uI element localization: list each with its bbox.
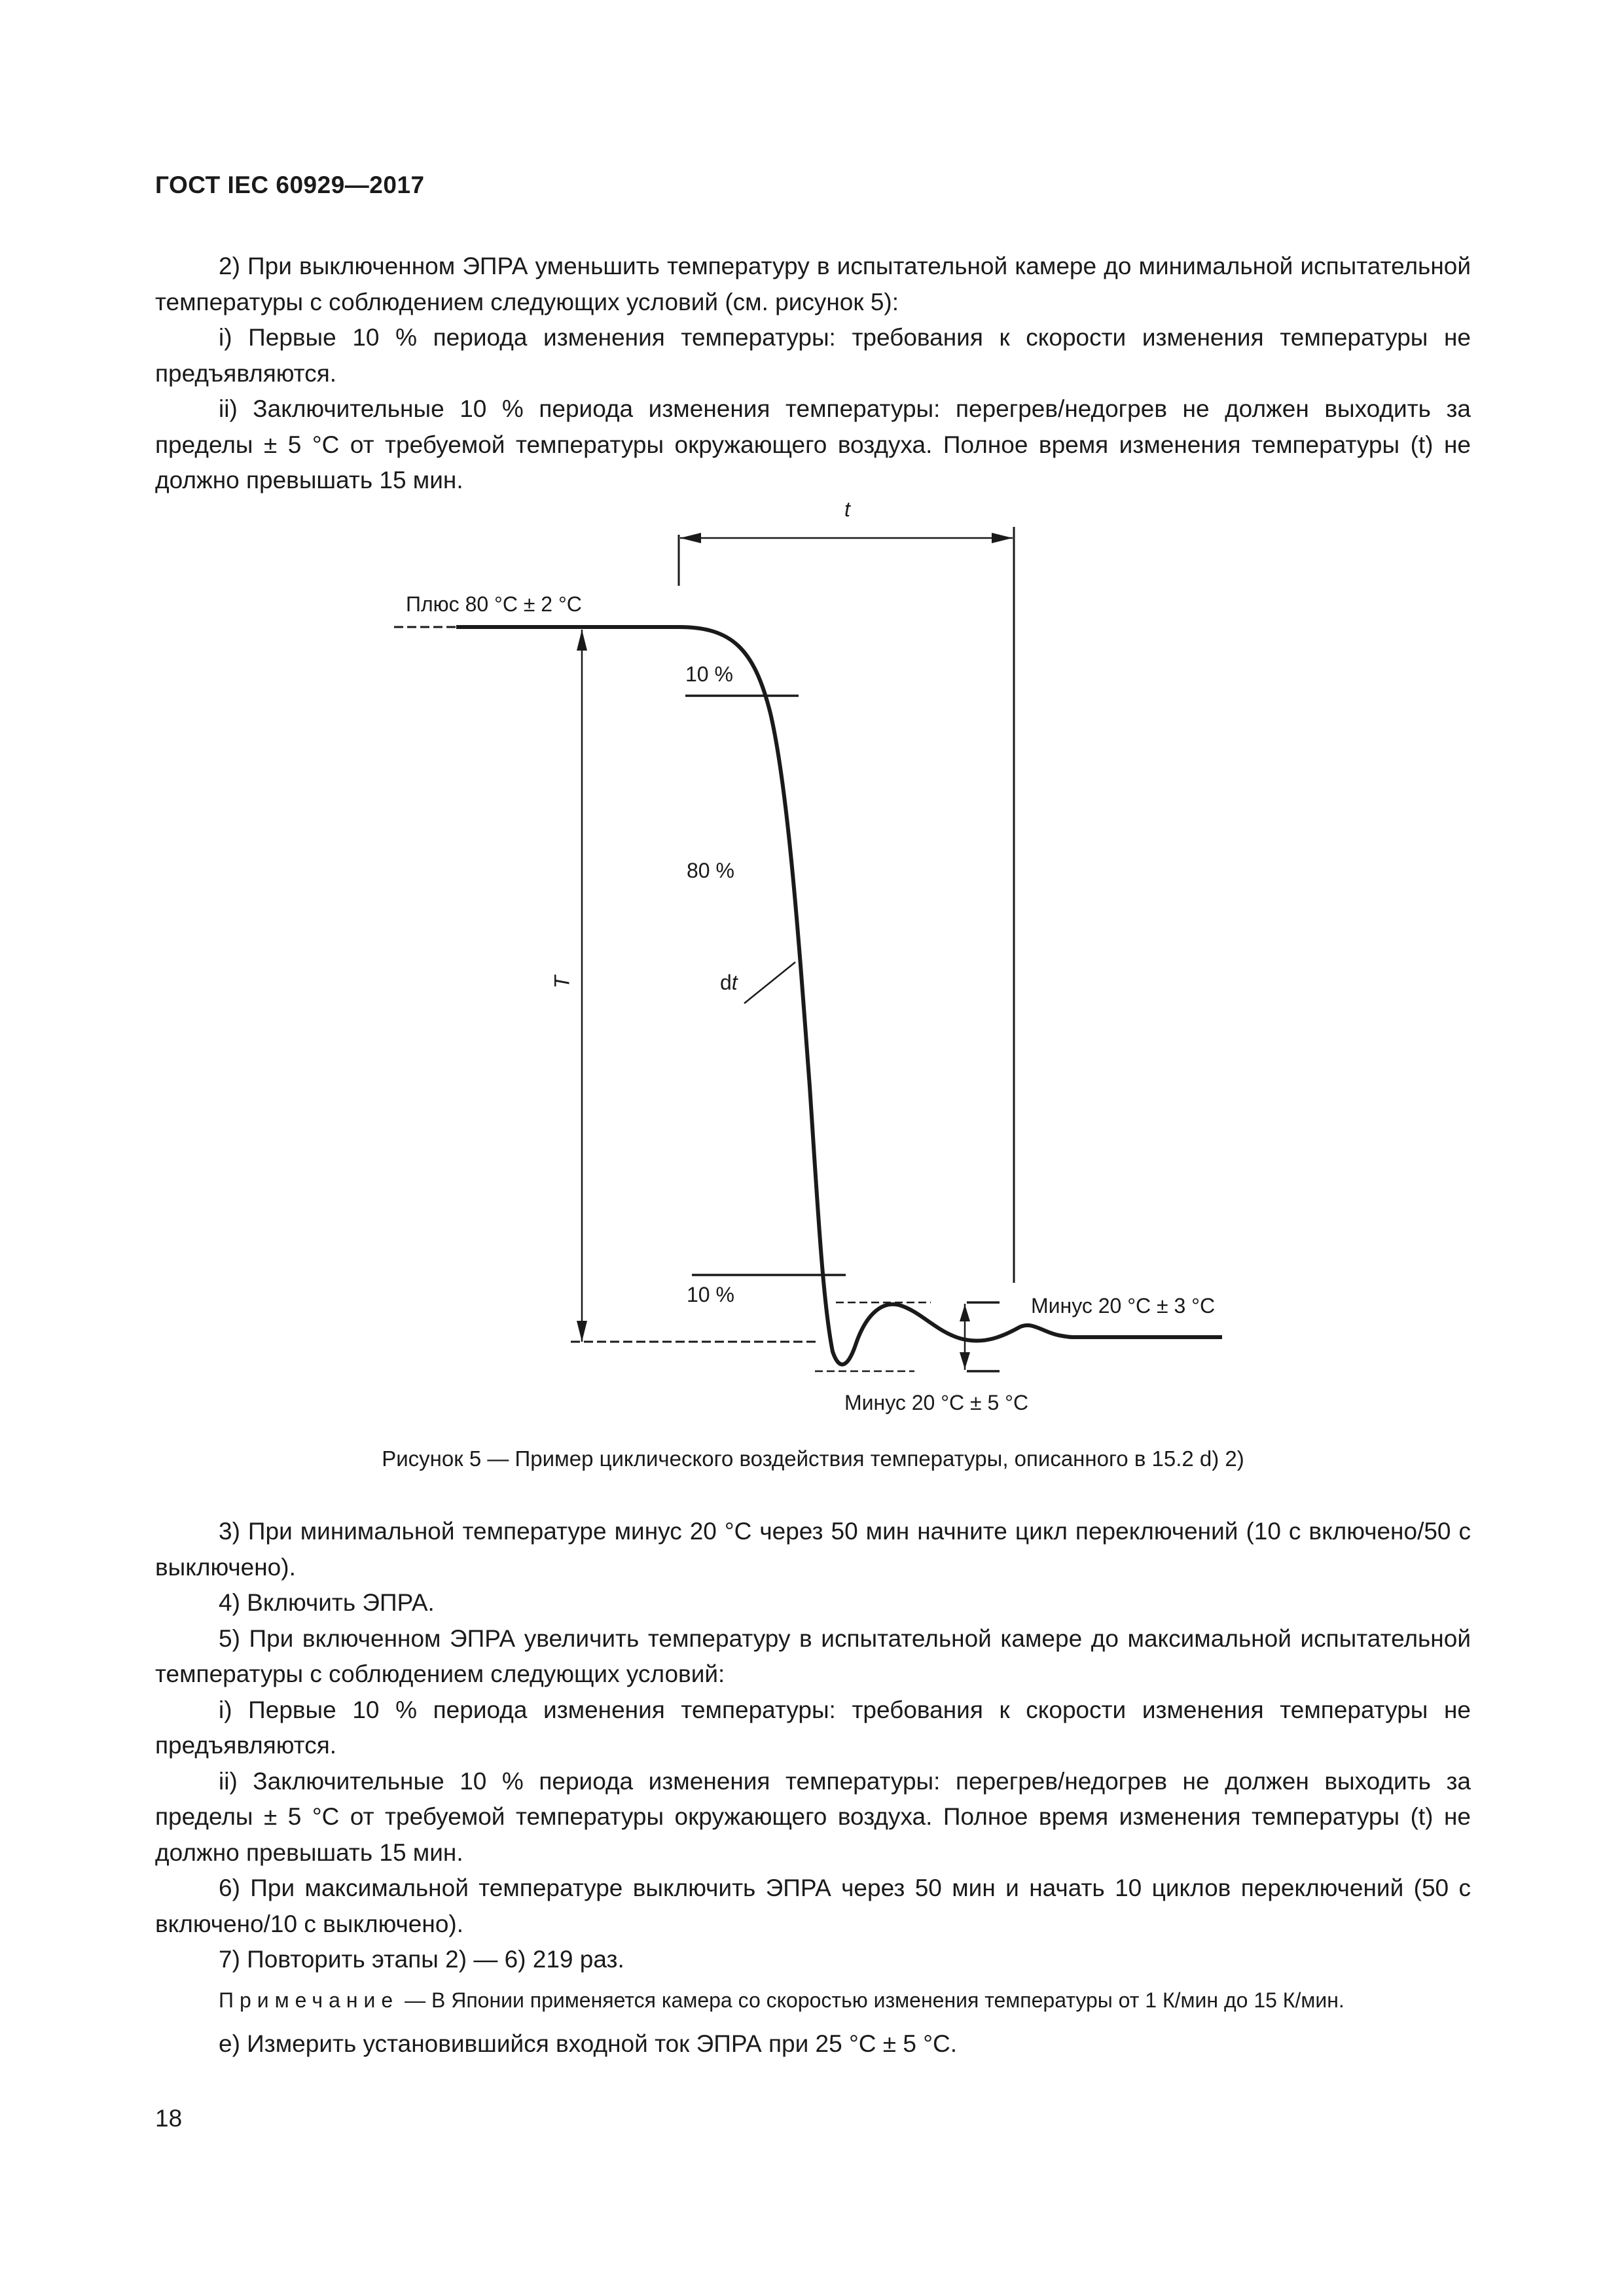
- t-arrow-left: [680, 533, 701, 543]
- minus-20-pm5-label: Минус 20 °С ± 5 °С: [844, 1391, 1029, 1414]
- eighty-percent-label: 80 %: [687, 859, 734, 882]
- tolerance-arrow-top: [960, 1304, 970, 1321]
- temperature-cycle-diagram: [155, 497, 1471, 1446]
- dt-leader-line: [744, 962, 795, 1003]
- paragraph-step-5-i: i) Первые 10 % периода изменения температуры: требования к скорости изменения температуры не предъявляются.: [155, 1696, 1471, 1759]
- paragraph-step-4: 4) Включить ЭПРА.: [219, 1589, 435, 1616]
- note-paragraph: [155, 1984, 1471, 2016]
- note-label: Примечание: [219, 1988, 399, 2012]
- T-label: T: [550, 975, 574, 989]
- t-arrow-right: [992, 533, 1013, 543]
- paragraph-step-5: 5) При включенном ЭПРА увеличить температуру в испытательной камере до максимальной испытательной температуры с соблюдением следующих условий:: [155, 1624, 1471, 1687]
- T-arrow-top: [577, 630, 587, 651]
- paragraph-step-7: 7) Повторить этапы 2) — 6) 219 раз.: [219, 1946, 624, 1973]
- note-text: — В Японии применяется камера со скоростью изменения температуры от 1 К/мин до 15 К/мин.: [399, 1988, 1344, 2012]
- ten-percent-bottom-label: 10 %: [687, 1283, 734, 1306]
- paragraph-step-e: е) Измерить установившийся входной ток ЭПРА при 25 °С ± 5 °С.: [219, 2030, 958, 2057]
- bottom-text-block: [155, 1514, 1471, 2062]
- page-number: 18: [155, 2105, 183, 2132]
- paragraph-step-6: 6) При максимальной температуре выключить ЭПРА через 50 мин и начать 10 циклов переключений (50 с включено/10 с выключено).: [155, 1874, 1471, 1937]
- paragraph-step-2-i: i) Первые 10 % периода изменения температуры: требования к скорости изменения температуры не предъявляются.: [155, 324, 1471, 387]
- dt-label: dt: [720, 971, 738, 994]
- figure-caption: Рисунок 5 — Пример циклического воздействия температуры, описанного в 15.2 d) 2): [382, 1446, 1244, 1471]
- top-text-block: [155, 249, 1471, 499]
- document-header: ГОСТ IEC 60929—2017: [155, 171, 425, 198]
- plus-80-label: Плюс 80 °С ± 2 °С: [406, 592, 582, 616]
- paragraph-step-2: 2) При выключенном ЭПРА уменьшить температуру в испытательной камере до минимальной испытательной температуры с соблюдением следующих условий (см. рисунок 5):: [155, 253, 1471, 315]
- figure-5: [155, 497, 1471, 1446]
- minus-20-pm3-label: Минус 20 °С ± 3 °С: [1031, 1294, 1216, 1318]
- paragraph-step-2-ii: ii) Заключительные 10 % периода изменения температуры: перегрев/недогрев не должен выходить за пределы ± 5 °С от требуемой температуры окружающего воздуха. Полное время изменения температуры (t) не должно превышать 15 мин.: [155, 395, 1471, 493]
- paragraph-step-5-ii: ii) Заключительные 10 % периода изменения температуры: перегрев/недогрев не должен выходить за пределы ± 5 °С от требуемой температуры окружающего воздуха. Полное время изменения температуры (t) не должно превышать 15 мин.: [155, 1767, 1471, 1866]
- T-arrow-bottom: [577, 1321, 587, 1342]
- ten-percent-top-label: 10 %: [685, 662, 733, 686]
- paragraph-step-3: 3) При минимальной температуре минус 20 °С через 50 мин начните цикл переключений (10 с включено/50 с выключено).: [155, 1518, 1471, 1581]
- tolerance-arrow-bottom: [960, 1352, 970, 1369]
- t-label: t: [844, 497, 850, 521]
